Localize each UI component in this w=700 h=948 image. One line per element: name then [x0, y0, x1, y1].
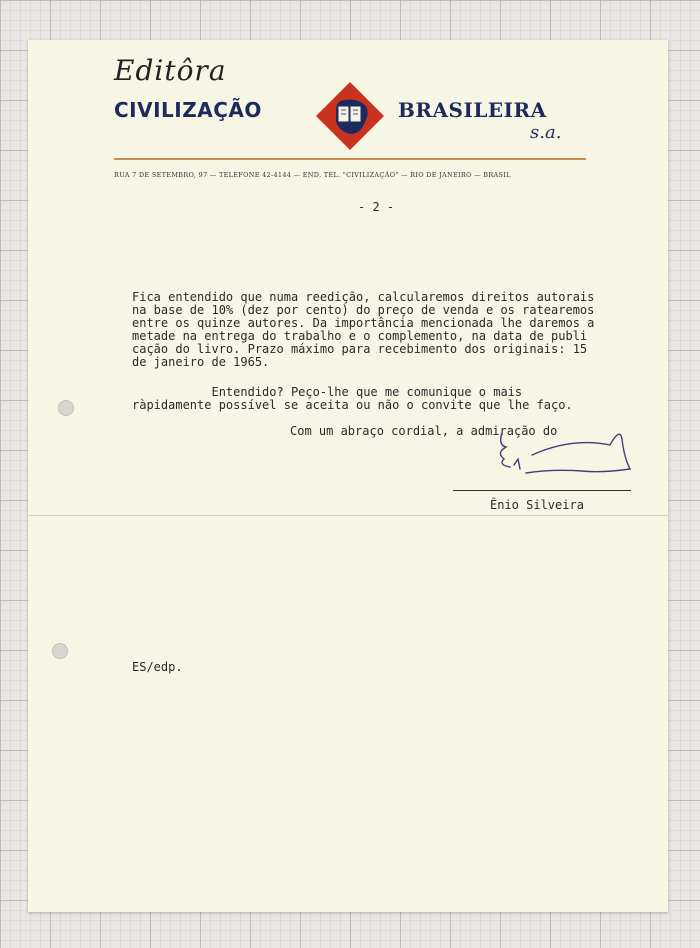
- letterhead-sa: s.a.: [530, 122, 562, 143]
- letterhead-brasileira: BRASILEIRA: [398, 98, 547, 122]
- text-line: na base de 10% (dez por cento) do preço de venda e os ratearemos: [132, 303, 595, 317]
- signatory-name: Ênio Silveira: [490, 498, 584, 512]
- paper-fold: [28, 515, 668, 516]
- text-line: Entendido? Peço-lhe que me comunique o mais: [132, 385, 523, 399]
- body-paragraph-2: [132, 386, 652, 412]
- letterhead-address: RUA 7 DE SETEMBRO, 97 — TELEFONE 42-4144 — END. TEL. "CIVILIZAÇÃO" — RIO DE JANEIRO — BRASIL: [114, 171, 511, 179]
- punch-hole: [52, 643, 68, 659]
- reference-initials: ES/edp.: [132, 660, 183, 674]
- punch-hole: [58, 400, 74, 416]
- signature-line: [453, 490, 631, 491]
- handwritten-signature-icon: [492, 425, 637, 485]
- letterhead-editora: Editôra: [114, 54, 227, 87]
- text-line: Fica entendido que numa reedição, calcularemos direitos autorais: [132, 290, 595, 304]
- closing-line: Com um abraço cordial, a admiração do: [290, 424, 558, 438]
- body-paragraph-1: [132, 291, 652, 369]
- text-line: ràpidamente possível se aceita ou não o convite que lhe faço.: [132, 398, 573, 412]
- text-line: entre os quinze autores. Da importância mencionada lhe daremos a: [132, 316, 595, 330]
- letter-sheet: [28, 40, 668, 912]
- letterhead-rule: [114, 158, 586, 160]
- letterhead-civilizacao: CIVILIZAÇÃO: [114, 98, 262, 122]
- page-number: - 2 -: [358, 200, 395, 214]
- publisher-logo-icon: [314, 80, 386, 152]
- text-line: cação do livro. Prazo máximo para recebimento dos originais: 15: [132, 342, 588, 356]
- text-line: metade na entrega do trabalho e o complemento, na data de publi: [132, 329, 588, 343]
- text-line: de janeiro de 1965.: [132, 355, 270, 369]
